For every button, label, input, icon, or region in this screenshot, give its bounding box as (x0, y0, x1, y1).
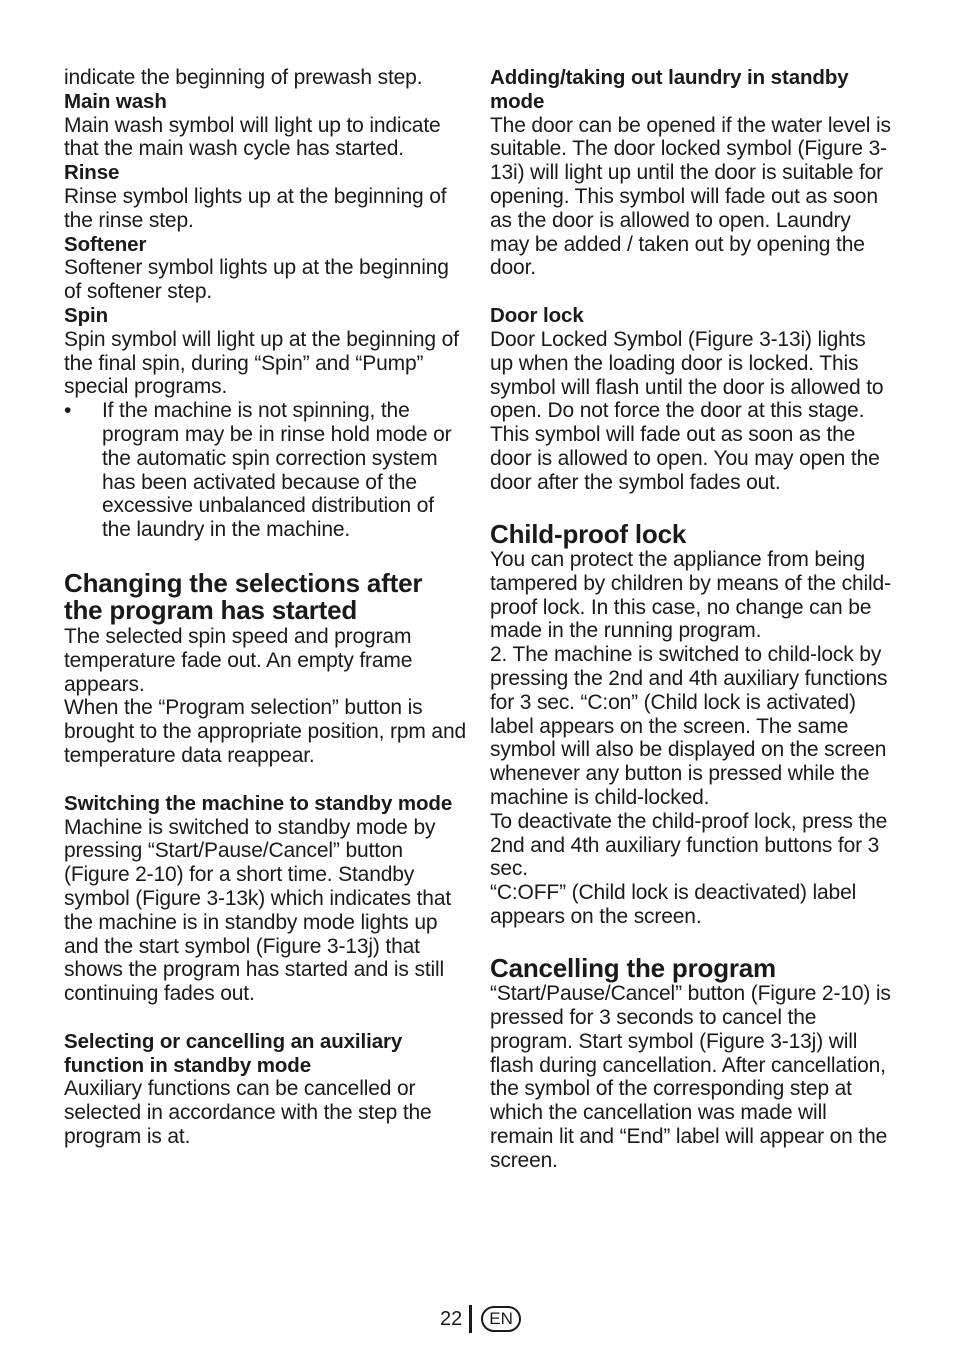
auxiliary-standby-text: Auxiliary functions can be cancelled or selected in accordance with the step the program is at. (64, 1077, 432, 1149)
rinse-text: Rinse symbol lights up at the beginning of the rinse step. (64, 184, 447, 232)
changing-selections-text-2: When the “Program selection” button is brought to the appropriate position, rpm and temperature data reappear. (64, 696, 466, 767)
spin-bullet-text: If the machine is not spinning, the program may be in rinse hold mode or the automatic spin correction system has been activated because of the excessive unbalanced distribution of the laundry in the machine. (102, 399, 452, 542)
door-lock-heading: Door lock (490, 304, 584, 328)
child-proof-lock-text-4: “C:OFF” (Child lock is deactivated) label appears on the screen. (490, 881, 857, 928)
auxiliary-standby-heading: Selecting or cancelling an auxiliary function in standby mode (64, 1029, 403, 1077)
bullet-icon: • (64, 399, 72, 423)
spin-heading: Spin (64, 303, 109, 327)
standby-heading: Switching the machine to standby mode (64, 791, 453, 815)
prewash-continuation: indicate the beginning of prewash step. (64, 66, 423, 89)
spin-bullet-item (64, 399, 466, 542)
page-number: 22 (440, 1307, 463, 1330)
footer-divider (469, 1305, 472, 1333)
spin-text: Spin symbol will light up at the beginning of the final spin, during “Spin” and “Pump” special programs. (64, 327, 459, 399)
changing-selections-text-1: The selected spin speed and program temperature fade out. An empty frame appears. (64, 624, 413, 696)
door-lock-text: Door Locked Symbol (Figure 3-13i) lights up when the loading door is locked. This symbol will flash until the door is allowed to open. Do not force the door at this stage. This symbol will fade out as soon as the door is allowed to open. You may open the door after the symbol fades out. (490, 327, 884, 494)
main-wash-text: Main wash symbol will light up to indicate that the main wash cycle has started. (64, 113, 441, 161)
child-proof-lock-text-1: You can protect the appliance from being tampered by children by means of the child-proof lock. In this case, no change can be made in the running program. (490, 548, 891, 643)
adding-laundry-text: The door can be opened if the water level is suitable. The door locked symbol (Figure 3-13i) will light up until the door is suitable for opening. This symbol will fade out as soon as the door is allowed to open. Laundry may be added / taken out by opening the door. (490, 113, 891, 280)
adding-laundry-heading: Adding/taking out laundry in standby mode (490, 66, 849, 113)
softener-text: Softener symbol lights up at the beginning of softener step. (64, 256, 449, 304)
standby-text: Machine is switched to standby mode by pressing “Start/Pause/Cancel” button (Figure 2-10) for a short time. Standby symbol (Figure 3-13k) which indicates that the machine is in standby mode lights up and the start symbol (Figure 3-13j) that shows the program has started and is still continuing fades out. (64, 815, 452, 1006)
right-column (490, 66, 892, 1173)
rinse-heading: Rinse (64, 161, 120, 185)
softener-heading: Softener (64, 232, 147, 256)
cancelling-program-text: “Start/Pause/Cancel” button (Figure 2-10) is pressed for 3 seconds to cancel the program. Start symbol (Figure 3-13j) will flash during cancellation. After cancellation, the symbol of the corresponding step at which the cancellation was made will remain lit and “End” label will appear on the screen. (490, 982, 891, 1172)
child-proof-lock-text-3: To deactivate the child-proof lock, press the 2nd and 4th auxiliary function buttons for 3 sec. (490, 809, 888, 881)
child-proof-lock-heading: Child-proof lock (490, 518, 687, 549)
page-footer (440, 1304, 521, 1334)
cancelling-program-heading: Cancelling the program (490, 952, 776, 983)
changing-selections-heading: Changing the selections after the program has started (64, 567, 423, 626)
child-proof-lock-text-2: 2. The machine is switched to child-lock by pressing the 2nd and 4th auxiliary functions for 3 sec. “C:on” (Child lock is activated) label appears on the screen. The same symbol will also be displayed on the screen whenever any button is pressed while the machine is child-locked. (490, 643, 888, 810)
left-column (64, 66, 466, 1149)
main-wash-heading: Main wash (64, 89, 167, 113)
language-badge: EN (481, 1306, 521, 1332)
